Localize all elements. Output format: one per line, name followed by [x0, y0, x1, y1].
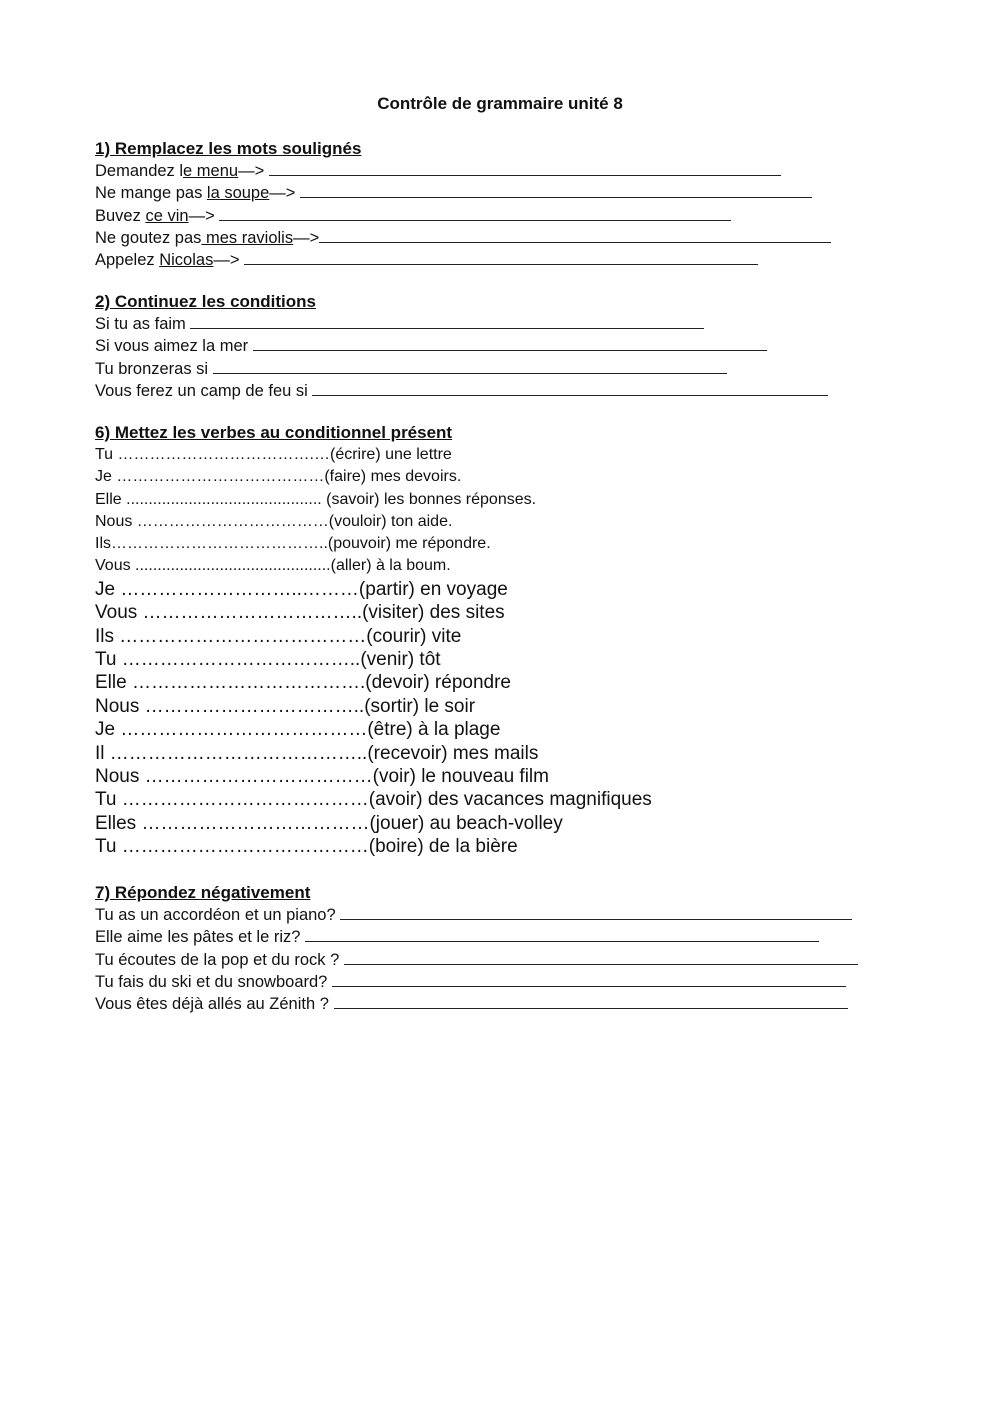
- exercise-line: [95, 227, 895, 249]
- verb-hint: (jouer) au beach-volley: [369, 812, 563, 834]
- section-heading: 7) Répondez négativement: [95, 883, 311, 902]
- line-text: Appelez: [95, 251, 160, 270]
- answer-blank[interactable]: [253, 335, 767, 351]
- exercise-line: [95, 249, 895, 271]
- subject-text: Ils: [95, 625, 120, 647]
- verb-hint: (avoir) des vacances magnifiques: [368, 789, 652, 811]
- exercise-line: [95, 444, 895, 466]
- line-text: Elle aime les pâtes et le riz?: [95, 928, 306, 947]
- subject-text: Elles: [95, 812, 142, 834]
- line-text: Tu fais du ski et du snowboard?: [95, 972, 332, 991]
- fill-in-dots[interactable]: …………………………………: [116, 468, 325, 486]
- subject-text: Nous: [95, 695, 145, 717]
- section-heading: 1) Remplacez les mots soulignés: [95, 139, 362, 158]
- subject-text: Vous: [95, 557, 136, 575]
- exercise-line: [95, 625, 895, 648]
- fill-in-dots[interactable]: ………………………..………: [120, 578, 359, 600]
- arrow-text: —>: [213, 251, 245, 270]
- exercise-line: [95, 971, 895, 993]
- subject-text: Elle: [95, 672, 132, 694]
- verb-hint: (écrire) une lettre: [329, 446, 452, 463]
- fill-in-dots[interactable]: ………………………………: [141, 812, 370, 834]
- fill-in-dots[interactable]: ............................................: [126, 490, 327, 508]
- exercise-line: [95, 578, 895, 601]
- exercise-line: [95, 489, 895, 511]
- answer-blank[interactable]: [213, 358, 727, 374]
- exercise-line: [95, 718, 895, 741]
- verb-hint: (partir) en voyage: [358, 578, 508, 600]
- fill-in-dots[interactable]: ………………………………: [136, 512, 329, 530]
- fill-in-dots[interactable]: ……………………………….…: [117, 446, 330, 463]
- fill-in-dots[interactable]: ……………………………..: [142, 602, 363, 624]
- arrow-text: —>: [269, 184, 301, 203]
- answer-blank[interactable]: [219, 205, 731, 221]
- answer-blank[interactable]: [300, 182, 812, 198]
- verb-hint: (courir) vite: [366, 625, 462, 647]
- fill-in-dots[interactable]: …………………………………: [121, 789, 369, 811]
- underlined-word: Nicolas: [159, 251, 214, 270]
- section-conditions: [95, 291, 895, 402]
- line-text: Tu écoutes de la pop et du rock ?: [95, 950, 344, 969]
- exercise-line: [95, 949, 895, 971]
- page-title: Contrôle de grammaire unité 8: [377, 94, 623, 113]
- underlined-word: la soupe: [206, 184, 270, 203]
- section-heading: 2) Continuez les conditions: [95, 292, 317, 311]
- answer-blank[interactable]: [319, 227, 831, 243]
- fill-in-dots[interactable]: ……………………………..: [144, 695, 365, 717]
- subject-text: Tu: [95, 836, 122, 858]
- arrow-text: —>: [293, 228, 320, 247]
- exercise-line: [95, 993, 895, 1015]
- subject-text: Tu: [95, 648, 122, 670]
- subject-text: Vous: [95, 602, 143, 624]
- exercise-line: [95, 601, 895, 624]
- line-text: Demandez l: [95, 162, 184, 180]
- line-text: Ne mange pas: [95, 184, 207, 203]
- answer-blank[interactable]: [269, 160, 781, 176]
- exercise-line: [95, 466, 895, 488]
- exercise-line: [95, 742, 895, 765]
- verb-hint: (visiter) des sites: [362, 602, 505, 624]
- line-text: Buvez: [95, 206, 146, 225]
- subject-text: Nous: [95, 765, 145, 787]
- subject-text: Je: [95, 578, 121, 600]
- answer-blank[interactable]: [305, 926, 819, 942]
- line-text: Tu as un accordéon et un piano?: [95, 906, 341, 924]
- fill-in-dots[interactable]: …………………………………: [121, 836, 369, 858]
- answer-blank[interactable]: [344, 949, 858, 965]
- verb-hint: (savoir) les bonnes réponses.: [326, 490, 537, 508]
- section-replace-words: [95, 138, 895, 271]
- section-conditionnel: [95, 422, 895, 858]
- answer-blank[interactable]: [190, 313, 704, 329]
- subject-text: Tu: [95, 789, 122, 811]
- subject-text: Tu: [95, 446, 118, 463]
- underlined-word: e menu: [183, 162, 239, 180]
- fill-in-dots[interactable]: …………………………………: [119, 625, 367, 647]
- exercise-line: [95, 205, 895, 227]
- verb-hint: (être) à la plage: [367, 719, 501, 741]
- exercise-line: [95, 313, 895, 335]
- line-text: Tu bronzeras si: [95, 359, 213, 378]
- exercise-line: [95, 788, 895, 811]
- exercise-line: [95, 380, 895, 402]
- fill-in-dots[interactable]: ………………………………..: [121, 648, 361, 670]
- fill-in-dots[interactable]: …………………………………: [120, 719, 368, 741]
- section-negative: [95, 882, 895, 1015]
- fill-in-dots[interactable]: ………………………………: [144, 765, 373, 787]
- answer-blank[interactable]: [332, 971, 846, 987]
- verb-hint: (devoir) répondre: [365, 672, 511, 694]
- exercise-line: [95, 533, 895, 555]
- exercise-line: [95, 765, 895, 788]
- answer-blank[interactable]: [312, 380, 828, 396]
- section-heading: 6) Mettez les verbes au conditionnel présent: [95, 423, 453, 442]
- exercise-line: [95, 671, 895, 694]
- subject-text: Je: [95, 468, 117, 486]
- exercise-line: [95, 904, 895, 926]
- subject-text: Nous: [95, 512, 137, 530]
- subject-text: Je: [95, 719, 121, 741]
- verb-hint: (venir) tôt: [360, 648, 441, 670]
- exercise-line: [95, 812, 895, 835]
- answer-blank[interactable]: [340, 904, 852, 920]
- fill-in-dots[interactable]: …………………………………..: [111, 535, 328, 553]
- underlined-word: mes raviolis: [201, 228, 294, 247]
- exercise-line: [95, 648, 895, 671]
- exercise-line: [95, 335, 895, 357]
- exercise-line: [95, 160, 895, 182]
- verb-hint: (pouvoir) me répondre.: [327, 535, 491, 553]
- exercise-line: [95, 695, 895, 718]
- subject-text: Elle: [95, 490, 127, 508]
- exercise-line: [95, 358, 895, 380]
- line-text: Si vous aimez la mer: [95, 337, 253, 356]
- underlined-word: ce vin: [145, 206, 189, 225]
- arrow-text: —>: [238, 162, 269, 180]
- subject-text: Il: [95, 742, 110, 764]
- verb-hint: (vouloir) ton aide.: [328, 512, 453, 530]
- exercise-line: [95, 555, 895, 577]
- exercise-line: [95, 835, 895, 858]
- answer-blank[interactable]: [334, 993, 848, 1009]
- exercise-line: [95, 511, 895, 533]
- subject-text: Ils: [95, 535, 111, 553]
- verb-hint: (aller) à la boum.: [330, 557, 451, 575]
- line-text: Vous ferez un camp de feu si: [95, 381, 313, 400]
- verb-hint: (sortir) le soir: [364, 695, 476, 717]
- line-text: Vous êtes déjà allés au Zénith ?: [95, 995, 334, 1014]
- fill-in-dots[interactable]: ……………………………….: [131, 672, 366, 694]
- answer-blank[interactable]: [244, 249, 758, 265]
- fill-in-dots[interactable]: ............................................: [135, 557, 331, 575]
- verb-hint: (boire) de la bière: [368, 836, 518, 858]
- arrow-text: —>: [188, 206, 220, 225]
- verb-hint: (voir) le nouveau film: [372, 765, 549, 787]
- verb-hint: (recevoir) mes mails: [367, 742, 539, 764]
- line-text: Si tu as faim: [95, 315, 191, 333]
- fill-in-dots[interactable]: …………………………………..: [109, 742, 368, 764]
- exercise-line: [95, 926, 895, 948]
- verb-hint: (faire) mes devoirs.: [324, 468, 462, 486]
- exercise-line: [95, 182, 895, 204]
- line-text: Ne goutez pas: [95, 228, 202, 247]
